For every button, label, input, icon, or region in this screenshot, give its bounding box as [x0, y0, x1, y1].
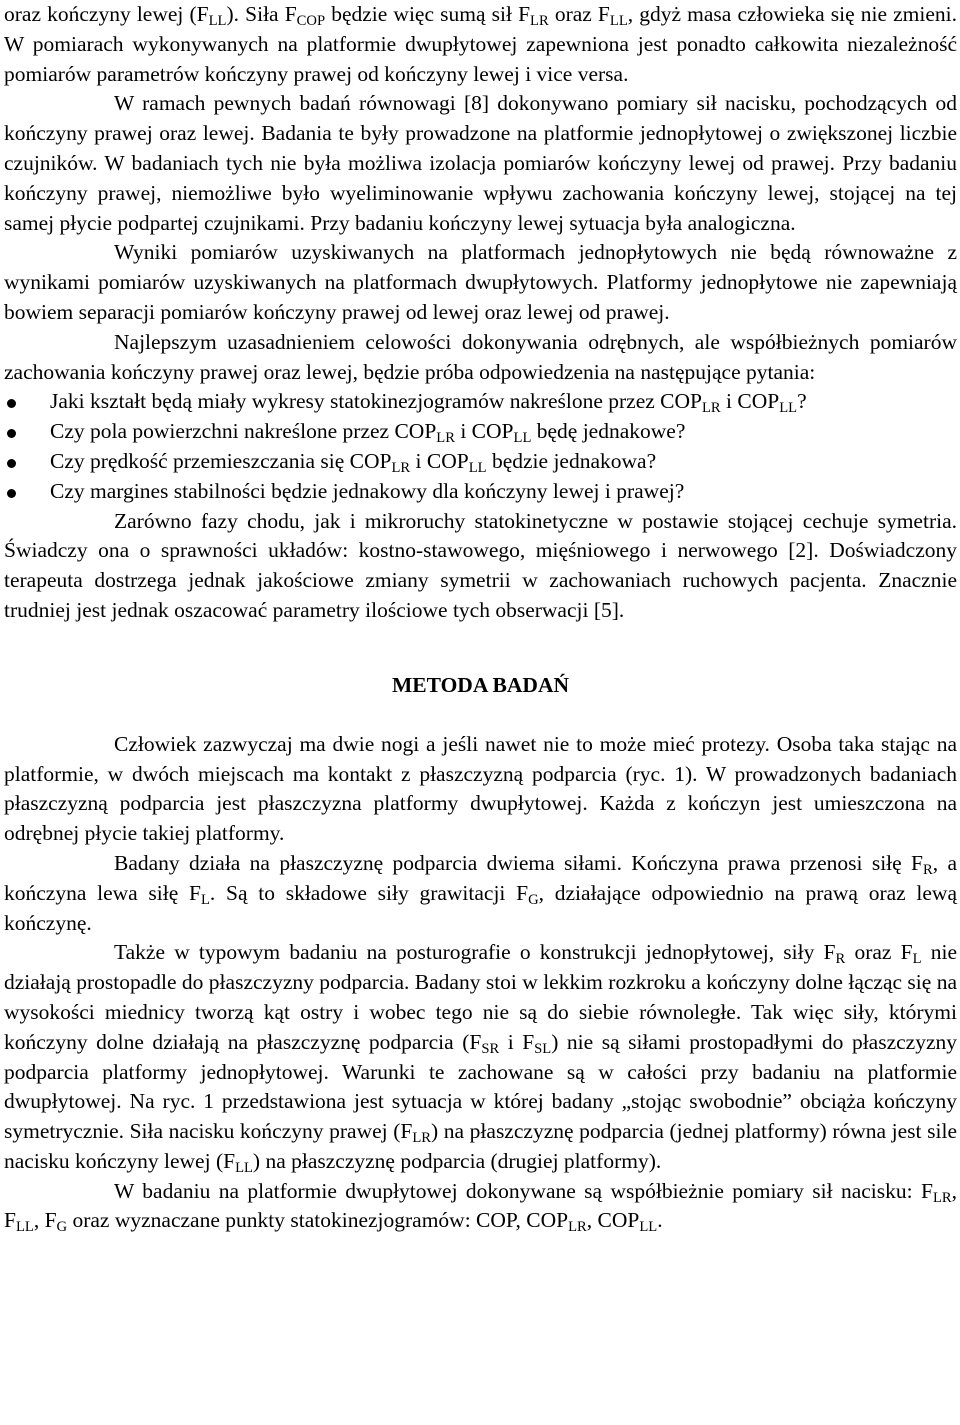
subscript: G — [56, 1219, 68, 1236]
text-run: ) na płaszczyznę podparcia (drugiej platformy). — [252, 1148, 662, 1173]
text-run: , a kończyna lewa siłę F — [4, 850, 957, 905]
text-run: Badany działa na płaszczyznę podparcia dwiema siłami. Kończyna prawa przenosi siłę F — [114, 850, 923, 875]
subscript: LL — [235, 1159, 253, 1176]
bullet-icon — [7, 399, 16, 408]
text-run: , COP — [586, 1208, 640, 1233]
paragraph-3: Wyniki pomiarów uzyskiwanych na platformach jednopłytowych nie będą równoważne z wynikami pomiarów uzyskiwanych na platformach dwupłytowych. Platformy jednopłytowe nie zapewniają bowiem separacji pomiarów kończyny prawej od lewej oraz lewej od prawej. — [4, 240, 957, 324]
subscript: SL — [534, 1040, 552, 1057]
subscript: SR — [481, 1040, 500, 1057]
text-run: ) nie są siłami prostopadłymi do płaszczyzny podparcia platformy jednopłytowej. Warunki te zachowane są w całości przy badaniu na platformie dwupłytowej. Na ryc. 1 przedstawiona jest sytuacja w której badany „stojąc swobodnie” obciąża kończyny symetrycznie. Siła nacisku kończyny prawej (F — [4, 1029, 957, 1144]
text-run: ). Siła F — [226, 2, 297, 26]
paragraph-8 — [4, 938, 957, 1176]
text-run: , działające odpowiednio na prawą oraz lewą kończynę. — [4, 880, 958, 935]
text-run: oraz wyznaczane punkty statokinezjogramów: COP, COP — [67, 1208, 569, 1233]
text-run: oraz F — [845, 940, 913, 965]
subscript: LL — [639, 1219, 658, 1236]
text-run: . — [657, 1208, 663, 1233]
subscript: L — [200, 891, 210, 908]
text-run: , F — [4, 1178, 957, 1233]
paragraph-2: W ramach pewnych badań równowagi [8] dokonywano pomiary sił nacisku, pochodzących od kończyny prawej oraz lewej. Badania te były prowadzone na platformie jednopłytowej o zwiększonej liczbie czujników. W badaniach tych nie była możliwa izolacja pomiarów kończyny lewej od prawej. Przy badaniu kończyny prawej, niemożliwe było wyeliminowanie wpływu zachowania kończyny lewej, stojącej na tej samej płycie podpartej czujnikami. Przy badaniu kończyny lewej sytuacja była analogiczna. — [4, 91, 957, 235]
subscript: LR — [391, 460, 411, 477]
subscript: LR — [701, 400, 721, 417]
subscript: LR — [412, 1130, 432, 1147]
text-run: . Są to składowe siły grawitacji F — [209, 880, 529, 905]
section-heading: METODA BADAŃ — [392, 672, 569, 697]
text-run: Czy pola powierzchni nakreślone przez COP — [50, 419, 437, 444]
subscript: LR — [530, 13, 549, 30]
subscript: LR — [932, 1189, 952, 1206]
text-run: W badaniu na platformie dwupłytowej dokonywane są współbieżnie pomiary sił nacisku: F — [114, 1178, 933, 1203]
subscript: LL — [468, 460, 487, 477]
text-run: i COP — [410, 448, 469, 473]
subscript: G — [528, 891, 539, 908]
text-run: Także w typowym badaniu na posturografie o konstrukcji jednopłytowej, siły F — [114, 940, 836, 965]
subscript: LR — [436, 430, 455, 447]
paragraph-9 — [4, 1177, 957, 1237]
subscript: R — [922, 862, 933, 878]
question-list — [4, 387, 957, 506]
text-run: będę jednakowe? — [531, 419, 686, 444]
paragraph-5: Zarówno fazy chodu, jak i mikroruchy statokinetyczne w postawie stojącej cechuje symetria. Świadczy ona o sprawności układów: kostno-stawowego, mięśniowego i nerwowego [2]. Doświadczony terapeuta dostrzega jednak jakościowe zmiany symetrii w zachowaniach ruchowych pacjenta. Znacznie trudniej jest jednak oszacować parametry ilościowe tych obserwacji [5]. — [4, 508, 957, 622]
paragraph-4: Najlepszym uzasadnieniem celowości dokonywania odrębnych, ale współbieżnych pomiarów zachowania kończyny prawej oraz lewej, będzie próba odpowiedzenia na następujące pytania: — [4, 329, 957, 384]
text-run: ? — [797, 389, 807, 414]
subscript: LL — [208, 13, 227, 30]
subscript: LL — [15, 1219, 34, 1236]
bullet-icon — [7, 459, 16, 468]
text-run: , F — [33, 1208, 57, 1233]
subscript: R — [835, 951, 846, 968]
subscript: LL — [609, 13, 628, 30]
text-run: Czy prędkość przemieszczania się COP — [50, 448, 392, 473]
bullet-icon — [7, 429, 16, 438]
text-run: oraz F — [548, 2, 610, 26]
text-run: Jaki kształt będą miały wykresy statokinezjogramów nakreślone przez COP — [50, 389, 702, 414]
text-run: i F — [499, 1029, 535, 1054]
text-run: ) na płaszczyznę podparcia (jednej platformy) równa jest sile nacisku kończyny lewej (F — [4, 1119, 957, 1173]
text-run: będzie jednakowa? — [486, 448, 657, 473]
paragraph-7 — [4, 849, 957, 938]
text-run: oraz kończyny lewej (F — [4, 2, 209, 26]
subscript: COP — [296, 13, 326, 30]
list-item — [4, 477, 957, 507]
text-run: będzie więc sumą sił F — [325, 2, 531, 26]
paragraph-6: Człowiek zazwyczaj ma dwie nogi a jeśli nawet nie to może mieć protezy. Osoba taka stając na platformie, w dwóch miejscach ma kontakt z płaszczyzną podparcia (ryc. 1). W prowadzonych badaniach płaszczyzną podparcia jest płaszczyzna platformy dwupłytowej. Każda z kończyn jest umieszczona na odrębnej płycie takiej platformy. — [4, 731, 957, 846]
subscript: LL — [779, 400, 798, 417]
list-item — [4, 417, 957, 447]
text-run: Czy margines stabilności będzie jednakowy dla kończyny lewej i prawej? — [50, 478, 685, 503]
subscript: L — [912, 951, 922, 968]
text-run: i COP — [454, 419, 514, 444]
subscript: LR — [568, 1219, 587, 1236]
list-item — [4, 387, 957, 417]
text-run: i COP — [720, 389, 780, 414]
list-item — [4, 447, 957, 477]
subscript: LL — [513, 430, 532, 447]
bullet-icon — [7, 489, 16, 498]
text-run: nie działają prostopadle do płaszczyzny podparcia. Badany stoi w lekkim rozkroku a kończyny dolne łącząc się na wysokości miednicy tworzą kąt ostry i wobec tego nie są do siebie równoległe. Tak więc siły, którymi kończyny dolne działają na płaszczyznę podparcia (F — [4, 940, 957, 1054]
text-run: , gdyż masa człowieka się nie zmieni. W pomiarach wykonywanych na platformie dwupłytowej zapewniona jest ponadto całkowita niezależność pomiarów parametrów kończyny prawej od kończyny lewej i vice versa. — [4, 2, 957, 86]
paragraph-1 — [4, 0, 957, 89]
